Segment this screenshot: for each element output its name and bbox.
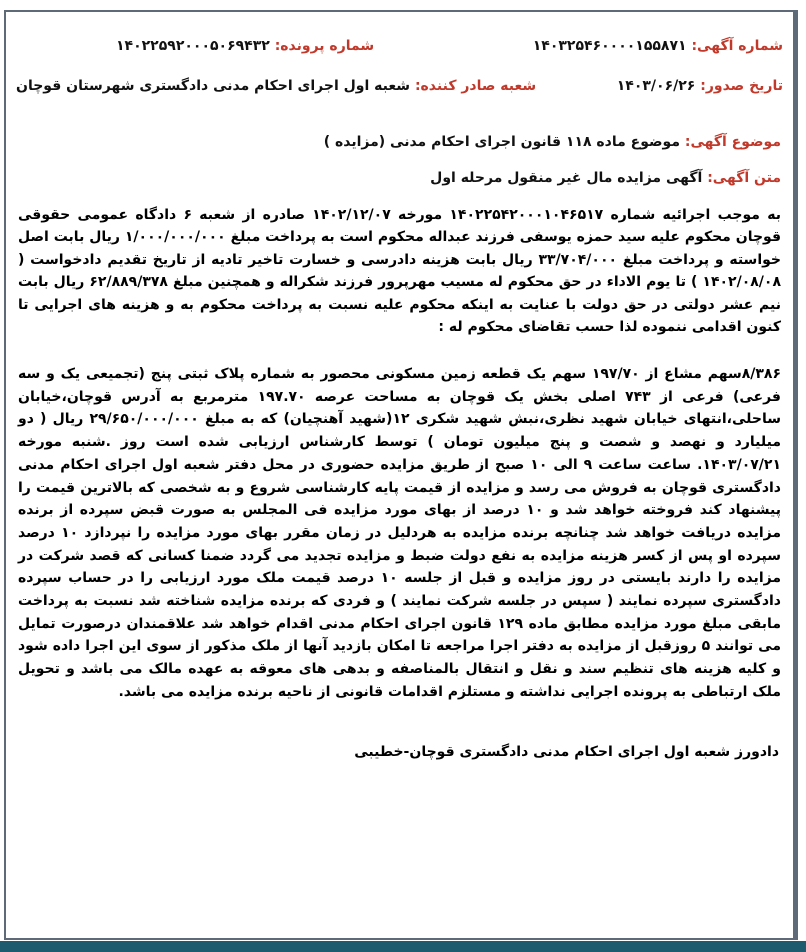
bottom-bar: [0, 941, 806, 952]
subject-value: موضوع ماده ۱۱۸ قانون اجرای احکام مدنی (مزایده ): [323, 134, 680, 150]
notice-text-label: متن آگهی:: [707, 170, 781, 186]
issuer-value: شعبه اول اجرای احکام مدنی دادگستری شهرستان قوچان: [16, 78, 411, 94]
issue-date-label: تاریخ صدور:: [700, 78, 783, 94]
notice-subject: [18, 134, 781, 150]
notice-text-value: آگهی مزایده مال غیر منقول مرحله اول: [430, 170, 703, 186]
subject-label: موضوع آگهی:: [684, 134, 781, 150]
case-number-value: ۱۴۰۲۲۵۹۲۰۰۰۵۰۶۹۴۳۲: [116, 38, 270, 54]
notice-page: [4, 10, 798, 940]
body-paragraph-1: به موجب اجرائیه شماره ۱۴۰۲۲۵۴۲۰۰۰۱۰۴۶۵۱۷ مورخه ۱۴۰۲/۱۲/۰۷ صادره از شعبه ۶ دادگاه عمومی حقوقی قوچان محکوم علیه سید حمزه یوسفی فرزند عبداله محکوم است به پرداخت مبلغ ۱/۰۰۰/۰۰۰/۰۰۰ ریال بابت اصل خواسته و پرداخت مبلغ ۳۳/۷۰۴/۰۰۰ ریال بابت هزینه دادرسی و خسارت تاخیر تادیه از تاریخ تقدیم دادخواست ( ۱۴۰۲/۰۸/۰۸ ) تا یوم الاداء در حق محکوم له مسیب مهرپرور فرزند شکراله و همچنین مبلغ ۶۲/۸۸۹/۳۷۸ ریال بابت نیم عشر دولتی در حق دولت با عنایت به اینکه محکوم علیه نسبت به پرداخت محکوم به و هزینه های اجرایی تا کنون اقدامی ننموده لذا حسب تقاضای محکوم له :: [18, 207, 781, 336]
issuer: [16, 78, 536, 94]
issue-date-value: ۱۴۰۳/۰۶/۲۶: [616, 78, 696, 94]
header-row-date-issuer: [16, 78, 783, 94]
notice-number-value: ۱۴۰۳۲۵۴۶۰۰۰۰۱۵۵۸۷۱: [532, 38, 687, 54]
body-paragraph-2: ۸/۳۸۶سهم مشاع از ۱۹۷/۷۰ سهم یک قطعه زمین مسکونی محصور به شماره پلاک ثبتی پنج (تجمیعی یک و سه فرعی) فرعی از ۷۴۳ اصلی بخش یک قوچان به مساحت عرصه ۱۹۷.۷۰ مترمربع به آدرس قوچان،خیابان ساحلی،انتهای خیابان شهید نظری،نبش شهید شکری ۱۲(شهید آهنچیان) که به مبلغ ۲۹/۶۵۰/۰۰۰/۰۰۰ ریال ( دو میلیارد و نهصد و شصت و پنج میلیون تومان ) توسط کارشناس ارزیابی شده است روز .شنبه مورخه ۱۴۰۳/۰۷/۲۱. ساعت ساعت ۹ الی ۱۰ صبح از طریق مزایده حضوری در محل دفتر شعبه اول اجرای احکام مدنی دادگستری قوچان به فروش می رسد و مزایده از قیمت پایه کارشناسی شروع و به شخصی که بالاترین قیمت را پیشنهاد کند فروخته خواهد شد و ۱۰ درصد از بهای مورد مزایده فی المجلس به صورت قبض سپرده از برنده مزایده دریافت خواهد شد چنانچه برنده مزایده به هردلیل در زمان مقرر بهای مورد مزایده را نپردازد ۱۰ درصد سپرده او پس از کسر هزینه مزایده به نفع دولت ضبط و مزایده تجدید می گردد ضمنا کسانی که قصد شرکت در مزایده را دارند بایستی در روز مزایده و قبل از جلسه ۱۰ درصد قیمت ملک مورد ارزیابی را در حساب سپرده دادگستری سپرده نمایند ( سپس در جلسه شرکت نمایند ) و فردی که برنده مزایده شناخته شد نسبت به پرداخت مابقی مبلغ مورد مزایده مطابق ماده ۱۲۹ قانون اجرای احکام مدنی اقدام خواهد شد علاقمندان درصورت تمایل می توانند ۵ روزقبل از مزایده به دفتر اجرا مراجعه تا امکان بازدید آنها از ملک مذکور از سوی این اجرا داده شود و کلیه هزینه های تنظیم سند و نقل و انتقال بالمناصفه و بدهی های معوقه به عهده مالک می باشد و تحویل ملک ارتباطی به پرونده اجرایی نداشته و مستلزم اقدامات قانونی از ناحیه برنده مزایده می باشد.: [18, 366, 782, 700]
notice-text-title: [18, 170, 781, 186]
header-row-numbers: [16, 38, 783, 54]
case-number: [116, 38, 374, 54]
issuer-label: شعبه صادر کننده:: [414, 78, 537, 94]
signature: دادورز شعبه اول اجرای احکام مدنی دادگستری قوچان-خطیبی: [354, 744, 779, 760]
notice-number: [533, 38, 783, 54]
issue-date: [617, 78, 783, 94]
notice-number-label: شماره آگهی:: [691, 38, 783, 54]
case-number-label: شماره پرونده:: [274, 38, 375, 54]
